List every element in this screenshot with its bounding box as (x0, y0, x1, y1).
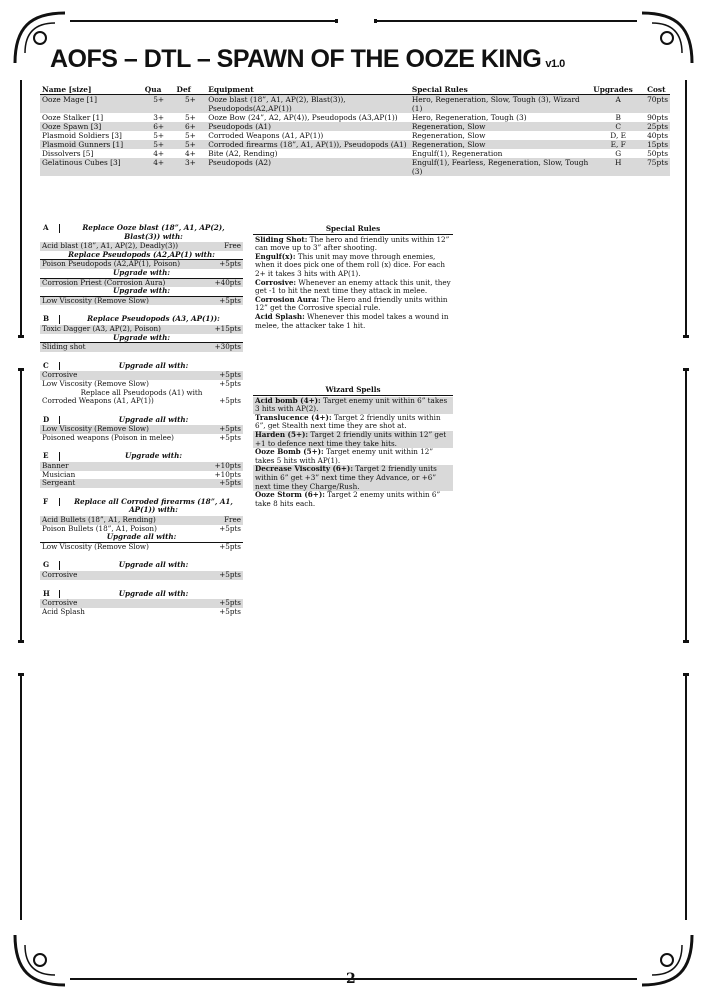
upgrade-title: Replace Pseudopods (A3, AP(1)): (87, 314, 220, 324)
upgrade-item-cost: +5pts (219, 478, 241, 488)
unit-cost: 90pts (647, 113, 668, 122)
spell-name: Decrease Viscosity (6+): (255, 464, 353, 474)
list-item (40, 543, 243, 552)
unit-equipment: Ooze blast (18”, A1, AP(2), Blast(3)), Pseudopods(A2,AP(1)) (206, 95, 410, 114)
table-row (40, 131, 670, 140)
upgrade-item-cost: +10pts (214, 469, 241, 479)
spell-name: Translucence (4+): (255, 412, 332, 422)
spell-text: Target 2 friendly units within 12” get +1 to defence next time they take hits. (255, 429, 447, 448)
frame-right-line (685, 80, 687, 920)
unit-upgrades: D, E (610, 131, 627, 140)
list-item (40, 434, 243, 443)
special-rules-section (253, 225, 453, 330)
upgrade-block-c (40, 362, 243, 406)
upgrade-subheader: Upgrade with: (40, 269, 243, 279)
unit-equipment: Pseudopods (A2) (206, 158, 410, 176)
unit-special-rules: Regeneration, Slow (410, 122, 591, 131)
unit-quality: 3+ (153, 113, 165, 122)
corner-ornament-top-right-icon (637, 8, 697, 68)
unit-defense: 6+ (175, 122, 207, 131)
table-row (40, 149, 670, 158)
upgrade-header (40, 561, 243, 570)
upgrade-block-a (40, 224, 243, 305)
rule-text: Whenever this model takes a wound in melee, the attacker take 1 hit. (255, 311, 449, 330)
upgrade-item-cost: +5pts (219, 541, 241, 551)
version-label: v1.0 (545, 58, 565, 70)
upgrade-item-name: Sliding shot (42, 342, 86, 352)
upgrade-item-name: Corrosion Priest (Corrosion Aura) (42, 277, 166, 287)
spell-text: Target 2 friendly units within 6”, get Stealth next time they are shot at. (255, 412, 441, 431)
spell-name: Ooze Bomb (5+): (255, 447, 324, 457)
unit-upgrades: H (591, 158, 645, 176)
spell-name: Harden (5+): (255, 429, 309, 439)
upgrade-header (40, 362, 243, 371)
upgrade-title: Replace Ooze blast (18”, A1, AP(2), Blast(3)) with: (82, 223, 225, 241)
unit-upgrades: B (615, 113, 621, 122)
unit-cost: 70pts (645, 95, 670, 114)
upgrade-item-name: Sergeant (42, 478, 76, 488)
upgrade-item-cost: +5pts (219, 378, 241, 388)
frame-dash-left-upper (18, 335, 24, 371)
corner-ornament-bottom-right-icon (637, 930, 697, 990)
upgrade-item-cost: +5pts (219, 598, 241, 608)
upgrade-block-g (40, 561, 243, 579)
upgrade-item-name: Toxic Dagger (A3, AP(2), Poison) (42, 323, 161, 333)
spell-text: Target 2 friendly units within 6” get +3” next time they Advance, or +6” next time they Charge/Rush. (255, 464, 437, 491)
rule-text: This unit may move through enemies, when it does pick one of them roll (x) dice. For each 2+ it takes 3 hits with AP(1). (255, 251, 445, 278)
upgrade-item-cost: +5pts (219, 370, 241, 380)
upgrade-subheader: Upgrade all with: (40, 533, 243, 543)
list-item (40, 608, 243, 617)
unit-quality: 4+ (153, 149, 165, 158)
unit-equipment: Bite (A2, Rending) (208, 149, 278, 158)
unit-table (40, 85, 670, 176)
upgrade-item-name: Poisoned weapons (Poison in melee) (42, 432, 174, 442)
col-header-equipment: Equipment (206, 85, 410, 95)
upgrade-item-cost: Free (224, 241, 241, 251)
table-row (40, 95, 670, 114)
table-row (40, 122, 670, 131)
rule-text: The Hero and friendly units within 12” get the Corrosive special rule. (255, 294, 448, 313)
unit-name: Ooze Mage [1] (40, 95, 143, 114)
upgrade-item-cost: +5pts (219, 523, 241, 533)
upgrade-title: Upgrade with: (125, 451, 182, 461)
unit-quality: 5+ (143, 95, 175, 114)
unit-upgrades: C (591, 122, 645, 131)
upgrade-item-cost: +40pts (214, 277, 241, 287)
list-item (40, 571, 243, 580)
unit-quality: 4+ (143, 158, 175, 176)
unit-upgrades: E, F (591, 140, 645, 149)
title-text: AOFS – DTL – SPAWN OF THE OOZE KING (50, 45, 542, 73)
unit-name: Ooze Stalker [1] (42, 113, 104, 122)
upgrade-item-name: Low Viscosity (Remove Slow) (42, 295, 149, 305)
upgrade-item-name: Corrosive (42, 570, 78, 579)
upgrade-letter: E (40, 452, 60, 461)
upgrade-letter: H (40, 590, 60, 599)
upgrade-subheader: Upgrade with: (40, 334, 243, 344)
upgrade-title: Upgrade all with: (118, 560, 189, 570)
upgrade-block-e (40, 452, 243, 487)
unit-defense: 5+ (184, 131, 196, 140)
upgrade-block-d (40, 416, 243, 443)
list-item (40, 397, 243, 406)
list-item (40, 297, 243, 306)
list-item (253, 431, 453, 448)
upgrade-header (40, 498, 243, 515)
unit-cost: 75pts (645, 158, 670, 176)
upgrade-item-name: Corrosive (42, 598, 78, 608)
upgrade-item-name: Acid Splash (42, 606, 85, 616)
col-header-upgrades: Upgrades (591, 85, 645, 95)
upgrade-block-f (40, 498, 243, 552)
unit-cost: 50pts (647, 149, 668, 158)
special-rules-title: Special Rules (253, 225, 453, 235)
upgrade-header (40, 590, 243, 599)
list-item (253, 296, 453, 313)
upgrade-item-cost: +30pts (214, 342, 241, 352)
unit-quality: 5+ (153, 131, 165, 140)
unit-equipment: Corroded Weapons (A1, AP(1)) (208, 131, 324, 140)
unit-name: Ooze Spawn [3] (40, 122, 143, 131)
upgrade-item-name: Low Viscosity (Remove Slow) (42, 541, 149, 551)
upgrade-item-cost: +5pts (219, 606, 241, 616)
rule-name: Sliding Shot: (255, 234, 308, 244)
unit-defense: 5+ (175, 95, 207, 114)
list-item (253, 491, 453, 508)
rule-name: Engulf(x): (255, 251, 296, 261)
upgrade-item-name: Corrosive (42, 370, 78, 380)
wizard-spells-title: Wizard Spells (253, 386, 453, 396)
upgrade-subheader: Upgrade with: (40, 287, 243, 297)
upgrade-block-b (40, 315, 243, 351)
upgrade-title: Replace all Corroded firearms (18”, A1, AP(1)) with: (74, 496, 233, 515)
upgrade-subheader: Replace all Pseudopods (A1) with (80, 387, 203, 397)
list-item (253, 236, 453, 253)
upgrade-item-name: Corroded Weapons (A1, AP(1)) (42, 396, 154, 406)
list-item (40, 343, 243, 352)
upgrade-item-name: Poison Pseudopods (A2,AP(1), Poison) (42, 259, 180, 269)
upgrade-item-cost: +5pts (219, 424, 241, 434)
unit-defense: 5+ (175, 140, 207, 149)
col-header-def: Def (175, 85, 207, 95)
table-row (40, 140, 670, 149)
upgrade-item-name: Acid blast (18”, A1, AP(2), Deadly(3)) (42, 241, 178, 251)
frame-dash-right-lower (683, 640, 689, 676)
rule-text: The hero and friendly units within 12” can move up to 3” after shooting. (255, 234, 450, 253)
frame-dash-right-upper (683, 335, 689, 371)
unit-cost: 15pts (647, 140, 668, 149)
unit-name: Dissolvers [5] (42, 149, 94, 158)
spell-text: Target enemy unit within 6” takes 3 hits with AP(2). (255, 395, 448, 414)
wizard-spells-section (253, 386, 453, 508)
upgrade-item-name: Musician (42, 469, 76, 479)
upgrade-item-name: Poison Bullets (18”, A1, Poison) (42, 523, 157, 533)
upgrade-item-cost: +10pts (214, 461, 241, 471)
upgrade-item-cost: +5pts (219, 259, 241, 269)
upgrade-letter: G (40, 561, 60, 570)
unit-defense: 4+ (184, 149, 196, 158)
unit-upgrades: G (615, 149, 622, 158)
col-header-cost: Cost (645, 85, 670, 95)
upgrade-letter: D (40, 416, 60, 425)
unit-special-rules: Hero, Regeneration, Slow, Tough (3), Wizard (1) (410, 95, 591, 114)
unit-table-header-row (40, 85, 670, 95)
frame-left-line (20, 80, 22, 920)
unit-name: Plasmoid Soldiers [3] (42, 131, 122, 140)
frame-dash-left-lower (18, 640, 24, 676)
upgrade-letter: A (40, 224, 60, 233)
upgrade-block-h (40, 590, 243, 617)
unit-upgrades: A (591, 95, 645, 114)
upgrade-header (40, 224, 243, 241)
list-item (253, 465, 453, 491)
unit-special-rules: Hero, Regeneration, Tough (3) (411, 113, 527, 122)
page-number: 2 (346, 971, 356, 987)
corner-ornament-bottom-left-icon (10, 930, 70, 990)
upgrade-item-cost: +5pts (219, 570, 241, 579)
spell-text: Target 2 enemy units within 6” take 8 hits each. (255, 490, 441, 508)
upgrade-item-cost: Free (224, 515, 241, 525)
list-item (253, 253, 453, 279)
unit-defense: 3+ (175, 158, 207, 176)
list-item (253, 279, 453, 296)
col-header-special-rules: Special Rules (410, 85, 591, 95)
upgrade-item-name: Acid Bullets (18”, A1, Rending) (42, 515, 156, 525)
upgrade-letter: F (40, 498, 60, 507)
unit-cost: 25pts (647, 122, 668, 131)
upgrade-header (40, 452, 243, 461)
upgrade-letter: B (40, 315, 60, 324)
list-item (253, 397, 453, 414)
spell-name: Ooze Storm (6+): (255, 490, 325, 500)
unit-name: Gelatinous Cubes [3] (40, 158, 143, 176)
upgrades-column (40, 224, 243, 626)
rule-text: Whenever an enemy attack this unit, they get -1 to hit the next time they attack in melee. (255, 277, 451, 296)
upgrade-item-name: Low Viscosity (Remove Slow) (42, 424, 149, 434)
unit-cost: 40pts (647, 131, 668, 140)
upgrade-item-name: Banner (42, 461, 69, 471)
page-title (50, 45, 565, 74)
upgrade-title: Upgrade all with: (118, 360, 189, 370)
upgrade-item-cost: +5pts (219, 295, 241, 305)
unit-special-rules: Engulf(1), Regeneration (411, 149, 503, 158)
col-header-name: Name [size] (40, 85, 143, 95)
spell-name: Acid bomb (4+): (255, 395, 321, 405)
unit-special-rules: Regeneration, Slow (410, 140, 591, 149)
upgrade-header (40, 315, 243, 324)
unit-equipment: Corroded firearms (18”, A1, AP(1)), Pseudopods (A1) (206, 140, 410, 149)
table-row (40, 113, 670, 122)
upgrade-item-cost: +5pts (219, 396, 241, 406)
list-item (253, 448, 453, 465)
frame-dash-top (335, 19, 377, 23)
unit-equipment: Pseudopods (A1) (206, 122, 410, 131)
unit-quality: 5+ (143, 140, 175, 149)
upgrade-header (40, 416, 243, 425)
col-header-qua: Qua (143, 85, 175, 95)
upgrade-letter: C (40, 362, 60, 371)
upgrade-title: Upgrade all with: (118, 414, 189, 424)
spell-text: Target enemy unit within 12” takes 5 hits with AP(1). (255, 447, 433, 465)
unit-special-rules: Engulf(1), Fearless, Regeneration, Slow, Tough (3) (410, 158, 591, 176)
unit-equipment: Ooze Bow (24”, A2, AP(4)), Pseudopods (A3,AP(1)) (208, 113, 398, 122)
upgrade-title: Upgrade all with: (118, 588, 189, 598)
rule-name: Corrosion Aura: (255, 294, 320, 304)
list-item (253, 414, 453, 431)
upgrade-item-cost: +15pts (214, 323, 241, 333)
rule-name: Corrosive: (255, 277, 297, 287)
upgrade-item-cost: +5pts (219, 432, 241, 442)
unit-quality: 6+ (143, 122, 175, 131)
list-item (253, 313, 453, 330)
unit-name: Plasmoid Gunners [1] (40, 140, 143, 149)
table-row (40, 158, 670, 176)
unit-defense: 5+ (184, 113, 196, 122)
unit-special-rules: Regeneration, Slow (411, 131, 486, 140)
upgrade-subheader: Replace Pseudopods (A2,AP(1) with: (40, 251, 243, 261)
list-item (40, 479, 243, 488)
rule-name: Acid Splash: (255, 311, 305, 321)
upgrade-item-name: Low Viscosity (Remove Slow) (42, 378, 149, 388)
